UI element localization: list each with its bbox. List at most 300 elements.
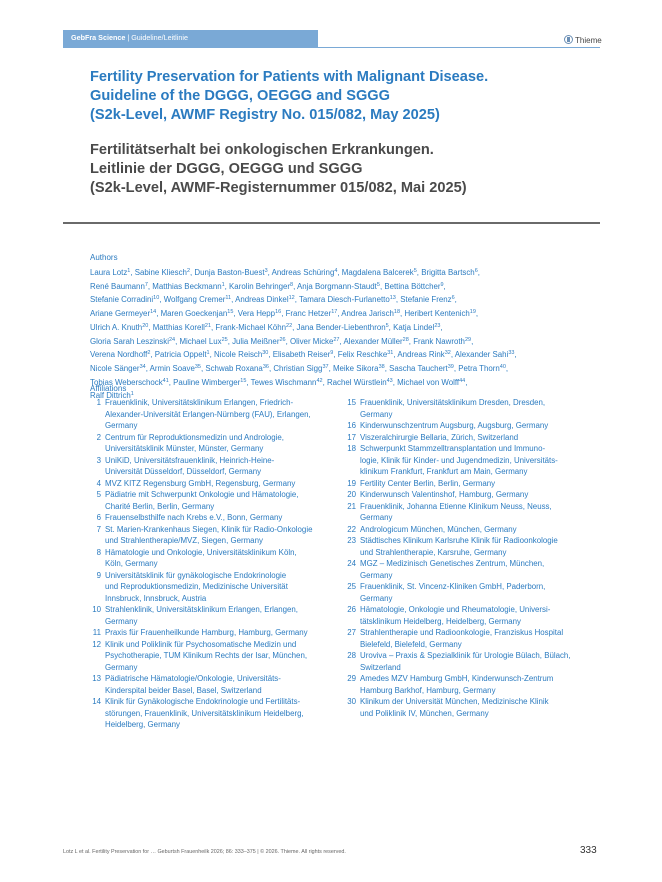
affiliation-item (342, 397, 604, 420)
affiliation-number: 1 (96, 398, 101, 407)
author (397, 378, 465, 387)
affiliation-line: Strahlenklinik, Universitätsklinikum Erlangen, Erlangen, (105, 605, 298, 614)
affiliation-number: 30 (347, 697, 356, 706)
affiliation-number: 25 (347, 582, 356, 591)
affiliation-line: Klinikum der Universität München, Medizinische Klinik (360, 697, 549, 706)
affiliation-item (342, 524, 604, 536)
author (272, 268, 338, 277)
author-line: Nicole Sänger$^{34}$, Armin Soave$^{35}$, Schwab Roxana$^{36}$, Christian Sigg$^{37}$, Meike Sikora$^{38}$, Sascha Tauchert$^{39}$, Petra Thorn$^{40}$, (90, 363, 509, 373)
affiliation-number: 27 (347, 628, 356, 637)
author (393, 323, 440, 332)
affiliation-ref: 5 (376, 281, 380, 288)
affiliation-ref: 41 (162, 377, 169, 384)
affiliation-ref: 30 (262, 350, 269, 357)
affiliation-line: Germany (105, 662, 138, 672)
title-en-line: Guideline of the DGGG, OEGGG and SGGG (90, 88, 391, 104)
affiliation-item (87, 570, 337, 605)
affiliation-ref: 32 (444, 350, 451, 357)
affiliation-item (342, 627, 604, 650)
affiliation-line: Köln, Germany (105, 559, 158, 568)
affiliation-text (105, 432, 337, 455)
author (229, 282, 293, 291)
affiliation-item (342, 673, 604, 696)
affiliation-item (342, 535, 604, 558)
affiliation-number: 3 (96, 455, 101, 465)
affiliation-line: und Reproduktionsmedizin, Medizinische Universität (105, 582, 288, 591)
affiliation-line: Innsbruck, Innsbruck, Austria (105, 593, 207, 603)
affiliation-text (360, 673, 604, 696)
affiliation-ref: 42 (316, 377, 323, 384)
affiliation-ref: 9 (330, 350, 334, 357)
affiliation-text (105, 547, 337, 570)
affiliation-line: Klinik und Poliklinik für Psychosomatische Medizin und (105, 639, 297, 649)
affiliation-ref: 18 (393, 309, 401, 316)
affiliation-item (342, 443, 604, 478)
affiliation-item (87, 627, 337, 639)
affiliation-item (342, 501, 604, 524)
author-name: Michael von Wolff (397, 377, 460, 387)
author (214, 350, 268, 359)
affiliation-item (87, 524, 337, 547)
author (90, 350, 150, 359)
affiliations-right-column (342, 397, 604, 719)
affiliation-item (342, 581, 604, 604)
affiliation-line: Switzerland (360, 662, 401, 672)
affiliation-ref: 6 (474, 268, 478, 274)
affiliations-heading: Affiliations (90, 384, 127, 393)
header-separator: | (127, 33, 130, 42)
affiliation-ref: 24 (168, 336, 176, 343)
affiliation-line: Kinderwunschzentrum Augsburg, Augsburg, Germany (360, 421, 549, 430)
affiliation-number: 4 (96, 478, 101, 488)
affiliation-ref: 43 (386, 377, 393, 384)
author (297, 282, 380, 291)
affiliation-text (360, 581, 604, 604)
affiliation-item (342, 558, 604, 581)
author-name: Alexander Sahi (454, 350, 509, 360)
affiliation-number: 28 (347, 651, 356, 660)
affiliation-line: Hämatologie und Onkologie, Universitätsklinikum Köln, (105, 547, 297, 557)
affiliation-line: tätsklinikum Heidelberg, Heidelberg, Germany (360, 616, 521, 626)
affiliation-line: MVZ KITZ Regensburg GmbH, Regensburg, Germany (105, 478, 296, 488)
affiliation-text (105, 478, 337, 490)
affiliation-line: Psychotherapie, TUM Klinikum Rechts der Isar, München, (105, 651, 308, 660)
affiliation-item (342, 420, 604, 432)
affiliation-line: Kinderspital beider Basel, Basel, Switzerland (105, 685, 262, 695)
affiliation-line: logie, Klinik für Kinder- und Jugendmedizin, Universitäts- (360, 455, 558, 465)
affiliation-line: Germany (105, 421, 138, 430)
author (341, 309, 400, 318)
affiliation-number: 12 (92, 639, 101, 649)
affiliation-line: Universität Düsseldorf, Düsseldorf, Germany (105, 467, 262, 476)
author (155, 350, 210, 359)
author (161, 309, 234, 318)
affiliation-line: St. Marien-Krankenhaus Siegen, Klinik für Radio-Onkologie (105, 524, 313, 534)
author-name: Ulrich A. Knuth (90, 322, 143, 332)
author (342, 268, 417, 277)
author-name: Magdalena Balcerek (341, 268, 414, 277)
author-name: Tamara Diesch-Furlanetto (298, 295, 390, 305)
affiliation-ref: 27 (333, 336, 340, 343)
affiliation-ref: 20 (142, 322, 149, 329)
affiliation-ref: 25 (221, 336, 228, 343)
affiliation-line: Praxis für Frauenheilkunde Hamburg, Hamburg, Germany (105, 628, 308, 637)
author-name: Julia Meißner (232, 336, 280, 346)
author (90, 337, 175, 346)
author-line: René Baumann$^7$, Matthias Beckmann$^1$, Karolin Behringer$^8$, Anja Borgmann-Staudt$^5$, Bettina Böttcher$^9$, (90, 281, 446, 291)
author-name: Schwab Roxana (205, 363, 263, 373)
affiliation-text (105, 627, 337, 639)
affiliation-line: Klinik für Gynäkologische Endokrinologie und Fertilitäts- (105, 697, 301, 706)
author (135, 268, 190, 277)
title-de-line: (S2k-Level, AWMF-Registernummer 015/082, Mai 2025) (90, 180, 467, 196)
author-name: Jana Bender-Liebenthron (296, 322, 386, 332)
affiliation-text (105, 673, 337, 696)
affiliation-text (105, 524, 337, 547)
author-name: Frank Nawroth (413, 336, 465, 346)
title-de-line: Leitlinie der DGGG, OEGGG und SGGG (90, 161, 363, 177)
author-name: Tewes Wischmann (250, 377, 317, 387)
author (400, 295, 454, 304)
author-name: Michael Lux (179, 336, 222, 346)
affiliation-ref: 1 (221, 281, 225, 288)
author (164, 295, 231, 304)
affiliation-ref: 6 (451, 295, 455, 302)
affiliation-ref: 2 (186, 268, 191, 274)
author (286, 309, 338, 318)
author (90, 295, 159, 304)
affiliation-line: Amedes MZV Hamburg GmbH, Kinderwunsch-Zentrum (360, 674, 554, 683)
affiliation-number: 6 (96, 513, 101, 522)
affiliation-line: Städtisches Klinikum Karlsruhe Klinik für Radioonkologie (360, 536, 558, 545)
author-name: Andreas Dinkel (235, 295, 289, 305)
affiliation-ref: 23 (434, 322, 441, 329)
affiliation-text (360, 627, 604, 650)
affiliation-item (87, 489, 337, 512)
author (421, 268, 478, 277)
affiliation-ref: 3 (264, 268, 268, 274)
author-name: Armin Soave (149, 363, 195, 373)
author (458, 364, 506, 373)
author (413, 337, 471, 346)
author-name: Petra Thorn (458, 363, 500, 373)
author-name: Stefanie Frenz (400, 295, 452, 305)
author-name: Patricia Oppelt (154, 350, 207, 360)
affiliation-line: Germany (360, 513, 393, 522)
affiliation-ref: 5 (385, 322, 389, 329)
author (251, 378, 323, 387)
affiliation-number: 24 (347, 559, 356, 568)
affiliation-line: Frauenklinik, St. Vincenz-Kliniken GmbH, Paderborn, (360, 582, 546, 591)
title-english (90, 68, 600, 125)
affiliation-number: 11 (92, 628, 101, 637)
affiliation-ref: 8 (290, 281, 294, 288)
affiliation-line: Viszeralchirurgie Bellaria, Zürich, Switzerland (360, 432, 519, 442)
affiliation-ref: 40 (499, 363, 506, 370)
affiliation-line: Hamburg Barkhof, Hamburg, Germany (360, 685, 496, 695)
journal-header-tag (71, 33, 188, 42)
author (152, 282, 224, 291)
footer-citation: Lotz L et al. Fertility Preservation for … Geburtsh Frauenheilk 2026; 86: 333–375 | © 2026. Thieme. All rights reserved. (63, 849, 346, 855)
thieme-seal-icon (564, 35, 573, 44)
affiliation-ref: 7 (144, 281, 148, 288)
affiliation-ref: 38 (378, 363, 385, 370)
affiliation-text (360, 443, 604, 478)
affiliation-text (360, 604, 604, 627)
affiliation-text (360, 420, 604, 432)
affiliation-line: Kinderwunsch Valentinshof, Hamburg, Germany (360, 490, 529, 499)
affiliation-ref: 15 (227, 309, 234, 316)
affiliation-line: Universitätsklinik Münster, Münster, Germany (105, 444, 264, 453)
affiliation-line: Andrologicum München, München, Germany (360, 524, 517, 534)
author-name: Andrea Jarisch (341, 309, 394, 319)
affiliation-item (87, 455, 337, 478)
affiliation-ref: 21 (204, 322, 212, 329)
affiliations-left-column (87, 397, 337, 731)
author-name: Nicole Reisch (214, 350, 263, 360)
author-name: Ariane Germeyer (90, 309, 151, 319)
affiliation-ref: 29 (464, 336, 472, 343)
page-number: 333 (580, 845, 597, 856)
affiliation-ref: 12 (288, 295, 295, 302)
affiliation-number: 20 (347, 490, 356, 499)
affiliation-text (360, 696, 604, 719)
affiliation-number: 5 (96, 490, 101, 499)
affiliation-line: Frauenselbsthilfe nach Krebs e.V., Bonn, Germany (105, 513, 283, 522)
author-name: Oliver Micke (289, 336, 334, 346)
author-name: Frank-Michael Köhn (215, 322, 287, 332)
affiliation-item (87, 604, 337, 627)
affiliation-ref: 28 (402, 336, 409, 343)
affiliation-ref: 33 (508, 350, 515, 357)
author (343, 337, 408, 346)
affiliation-item (87, 696, 337, 731)
affiliation-line: und Strahlentherapie, Karsruhe, Germany (360, 547, 507, 557)
affiliation-ref: 10 (153, 295, 160, 302)
affiliation-number: 13 (92, 674, 101, 683)
author-name: Vera Hepp (237, 309, 276, 319)
affiliation-text (360, 650, 604, 673)
affiliation-line: Schwerpunkt Stammzelltransplantation und Immuno- (360, 444, 546, 453)
affiliation-number: 22 (347, 524, 356, 534)
author-name: Gloria Sarah Leszinski (90, 336, 169, 346)
author-name: Sascha Tauchert (389, 363, 448, 373)
affiliation-line: Bielefeld, Bielefeld, Germany (360, 639, 462, 649)
affiliation-line: klinikum Frankfurt, Frankfurt am Main, Germany (360, 467, 528, 476)
author (90, 309, 156, 318)
affiliation-item (87, 432, 337, 455)
author (235, 295, 295, 304)
author (90, 268, 130, 277)
affiliation-ref: 22 (286, 322, 293, 329)
author-name: Rachel Würstlein (326, 377, 387, 387)
affiliation-item (87, 478, 337, 490)
author-line: Verena Nordhoff$^2$, Patricia Oppelt$^1$, Nicole Reisch$^{30}$, Elisabeth Reiser$^9$, Felix Reschke$^{31}$, Andreas Rink$^{32}$, Alexander Sahi$^{33}$, (90, 350, 517, 360)
affiliation-ref: 1 (130, 391, 134, 398)
affiliation-item (342, 432, 604, 444)
affiliation-ref: 31 (387, 350, 394, 357)
affiliation-text (360, 524, 604, 536)
publisher-name: Thieme (575, 36, 602, 45)
affiliation-ref: 4 (334, 268, 338, 274)
publisher-logo (564, 35, 602, 45)
author (153, 323, 211, 332)
affiliation-ref: 37 (322, 363, 329, 370)
affiliation-number: 7 (96, 524, 101, 534)
affiliation-text (105, 696, 337, 731)
affiliation-ref: 39 (447, 363, 454, 370)
author-name: Franc Hetzer (285, 309, 332, 319)
author-name: Tobias Weberschock (90, 377, 163, 387)
affiliation-line: Pädiatrie mit Schwerpunkt Onkologie und Hämatologie, (105, 490, 299, 499)
affiliation-ref: 9 (440, 281, 444, 288)
affiliation-ref: 36 (262, 363, 269, 370)
affiliation-text (360, 478, 604, 490)
affiliation-ref: 35 (194, 363, 201, 370)
author-name: Andreas Rink (397, 350, 445, 360)
author (205, 364, 269, 373)
author-name: Elisabeth Reiser (272, 350, 331, 360)
affiliation-item (87, 673, 337, 696)
affiliation-line: Germany (105, 616, 138, 626)
affiliation-item (342, 478, 604, 490)
affiliation-line: Frauenklinik, Johanna Etienne Klinikum Neuss, Neuss, (360, 501, 552, 511)
affiliation-number: 21 (347, 501, 356, 511)
affiliation-line: Frauenklinik, Universitätsklinikum Dresden, Dresden, (360, 398, 546, 407)
author-line: Tobias Weberschock$^{41}$, Pauline Wimberger$^{15}$, Tewes Wischmann$^{42}$, Rachel Würstlein$^{43}$, Michael von Wolff$^{44}$, (90, 377, 468, 387)
affiliation-text (360, 558, 604, 581)
affiliation-ref: 34 (139, 363, 146, 370)
affiliation-ref: 14 (150, 309, 157, 316)
affiliation-line: UniKiD, Universitätsfrauenklinik, Heinrich-Heine- (105, 455, 275, 465)
author-line: Gloria Sarah Leszinski$^{24}$, Michael Lux$^{25}$, Julia Meißner$^{26}$, Oliver Micke$^{27}$, Alexander Müller$^{28}$, Frank Nawroth$^{29}$, (90, 336, 474, 346)
affiliation-number: 29 (347, 674, 356, 683)
affiliation-number: 8 (96, 547, 101, 557)
affiliation-number: 26 (347, 605, 356, 614)
affiliation-text (105, 604, 337, 627)
affiliation-item (342, 696, 604, 719)
author-name: Stefanie Corradini (90, 295, 154, 305)
author (215, 323, 292, 332)
author-name: Katja Lindel (393, 322, 435, 332)
affiliation-line: Strahlentherapie und Radioonkologie, Franziskus Hospital (360, 628, 564, 637)
affiliation-line: Hämatologie, Onkologie und Rheumatologie, Universi- (360, 605, 551, 614)
affiliation-text (360, 501, 604, 524)
affiliation-number: 23 (347, 536, 356, 545)
affiliation-ref: 2 (147, 350, 151, 357)
author-name: René Baumann (90, 281, 145, 291)
section-label: Guideline/Leitlinie (131, 33, 188, 42)
affiliation-item (87, 397, 337, 432)
affiliation-number: 15 (347, 398, 356, 407)
journal-header-bar (63, 30, 318, 48)
affiliation-line: Germany (360, 409, 393, 419)
author (150, 364, 201, 373)
affiliation-ref: 17 (331, 309, 338, 316)
affiliation-item (342, 604, 604, 627)
author-name: Matthias Beckmann (152, 281, 222, 291)
affiliation-item (87, 512, 337, 524)
affiliation-text (105, 455, 337, 478)
affiliation-text (105, 512, 337, 524)
affiliation-number: 2 (96, 432, 101, 442)
author-name: Meike Sikora (332, 363, 379, 373)
affiliation-number: 14 (92, 697, 101, 706)
author-name: Matthias Korell (152, 322, 205, 332)
title-de-line: Fertilitätserhalt bei onkologischen Erkrankungen. (90, 142, 434, 158)
affiliation-ref: 5 (413, 268, 417, 274)
author (273, 350, 334, 359)
affiliation-line: MGZ – Medizinisch Genetisches Zentrum, München, (360, 559, 545, 568)
affiliation-line: Heidelberg, Germany (105, 720, 180, 729)
affiliation-text (360, 535, 604, 558)
affiliation-number: 19 (347, 478, 356, 488)
affiliation-item (342, 650, 604, 673)
author-name: Bettina Böttcher (384, 281, 441, 291)
affiliation-text (360, 489, 604, 501)
affiliation-text (360, 397, 604, 420)
author-line: Stefanie Corradini$^{10}$, Wolfgang Cremer$^{11}$, Andreas Dinkel$^{12}$, Tamara Diesch-Furlanetto$^{13}$, Stefanie Frenz$^6$, (90, 295, 457, 305)
author (333, 364, 385, 373)
authors-heading: Authors (90, 253, 118, 262)
author (327, 378, 393, 387)
affiliation-text (105, 639, 337, 674)
affiliation-number: 17 (347, 432, 356, 442)
affiliation-line: Germany (360, 570, 393, 580)
affiliation-line: Frauenklinik, Universitätsklinikum Erlangen, Friedrich- (105, 398, 294, 407)
author (238, 309, 281, 318)
title-en-line: (S2k-Level, AWMF Registry No. 015/082, May 2025) (90, 107, 440, 123)
affiliation-line: Germany (360, 593, 393, 603)
author (90, 364, 146, 373)
author (455, 350, 515, 359)
affiliation-line: Pädiatrische Hämatologie/Onkologie, Universitäts- (105, 674, 281, 683)
affiliation-text (105, 489, 337, 512)
author (404, 309, 475, 318)
affiliation-number: 9 (96, 570, 101, 580)
header-divider (63, 47, 600, 48)
author-name: Ralf Dittrich (90, 391, 131, 401)
affiliation-line: Charité Berlin, Berlin, Germany (105, 501, 215, 511)
journal-name: GebFra Science (71, 33, 126, 42)
affiliation-line: Alexander-Universität Erlangen-Nürnberg (FAU), Erlangen, (105, 409, 311, 419)
affiliation-text (360, 432, 604, 444)
affiliation-ref: 1 (206, 350, 210, 357)
author (194, 268, 267, 277)
affiliation-item (87, 547, 337, 570)
author (173, 378, 246, 387)
affiliation-item (87, 639, 337, 674)
author (232, 337, 285, 346)
author-list (90, 266, 600, 403)
affiliation-number: 18 (347, 444, 356, 453)
affiliation-ref: 15 (240, 377, 247, 384)
author-name: Alexander Müller (343, 336, 403, 346)
author-name: Verena Nordhoff (90, 350, 148, 360)
author-name: Christian Sigg (273, 363, 323, 373)
author (338, 350, 394, 359)
affiliation-ref: 16 (275, 309, 282, 316)
affiliation-ref: 11 (225, 295, 232, 302)
affiliation-ref: 13 (389, 295, 396, 302)
author (290, 337, 340, 346)
author-name: Heribert Kentenich (404, 309, 470, 319)
title-german (90, 141, 600, 198)
author-name: Nicole Sänger (90, 363, 140, 373)
author (179, 337, 227, 346)
affiliation-line: und Poliklinik IV, München, Germany (360, 708, 489, 718)
author (384, 282, 443, 291)
